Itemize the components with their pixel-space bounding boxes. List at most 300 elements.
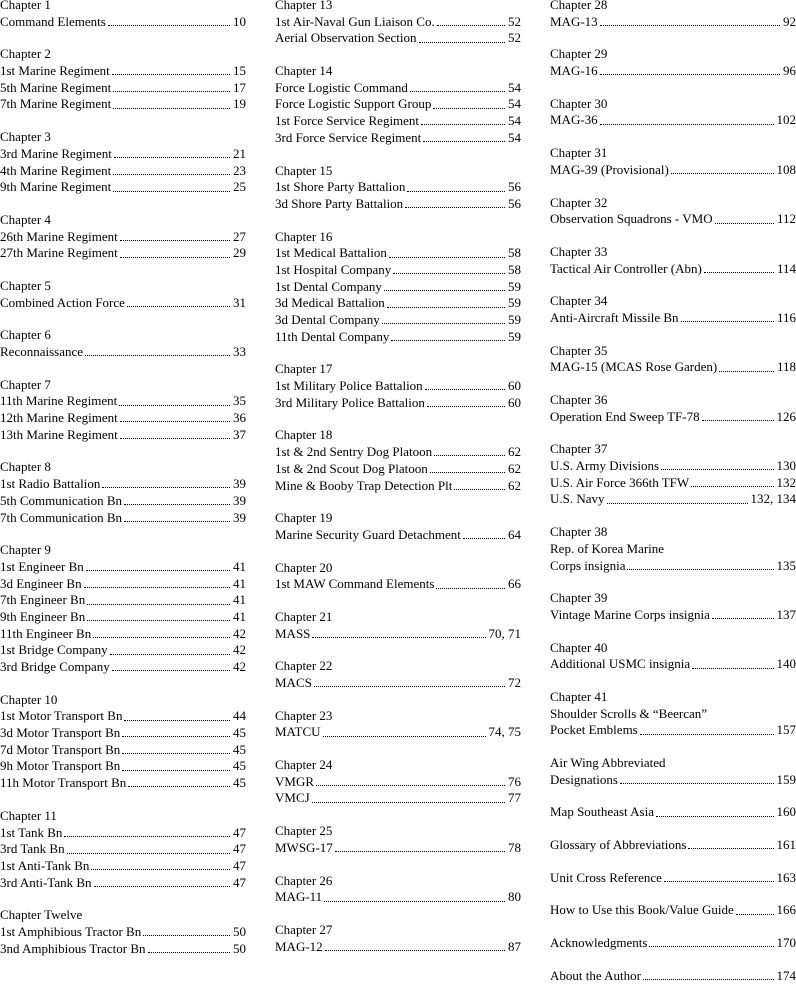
chapter-title: Chapter 5: [0, 278, 246, 295]
toc-entry[interactable]: [0, 659, 246, 676]
dot-leader: [67, 852, 230, 854]
toc-entry[interactable]: [550, 804, 796, 821]
toc-entry[interactable]: [0, 858, 246, 875]
toc-entry[interactable]: [0, 80, 246, 97]
page-number: 54: [505, 113, 521, 130]
toc-entry[interactable]: [275, 774, 521, 791]
chapter-block: [0, 278, 246, 311]
toc-entry[interactable]: [0, 841, 246, 858]
page-number: 45: [230, 725, 246, 742]
page-number: 33: [230, 344, 246, 361]
chapter-block: [275, 708, 521, 741]
chapter-title: Chapter 6: [0, 327, 246, 344]
entry-label: 4th Marine Regiment: [0, 163, 113, 180]
page-number: 19: [230, 96, 246, 113]
entry-label: 11th Marine Regiment: [0, 393, 119, 410]
page-number: 72: [505, 675, 521, 692]
dot-leader: [312, 636, 485, 638]
chapter-title: Air Wing Abbreviated: [550, 755, 796, 772]
toc-entry[interactable]: [550, 458, 796, 475]
entry-label: 13th Marine Regiment: [0, 427, 120, 444]
toc-entry[interactable]: [275, 262, 521, 279]
chapter-title: Chapter 40: [550, 640, 796, 657]
entry-label: Anti-Aircraft Missile Bn: [550, 310, 681, 327]
toc-entry[interactable]: [275, 179, 521, 196]
chapter-title: Chapter 20: [275, 560, 521, 577]
entry-label: Combined Action Force: [0, 295, 127, 312]
chapter-title: Chapter 41: [550, 689, 796, 706]
toc-entry[interactable]: [550, 706, 796, 723]
entry-label: 3d Shore Party Battalion: [275, 196, 405, 213]
toc-entry[interactable]: [550, 902, 796, 919]
chapter-block: [275, 361, 521, 411]
toc-entry[interactable]: [550, 870, 796, 887]
chapter-block: [550, 0, 796, 30]
chapter-title: Chapter 21: [275, 609, 521, 626]
entry-label: MACS: [275, 675, 314, 692]
toc-entry[interactable]: [275, 527, 521, 544]
toc-entry[interactable]: [0, 245, 246, 262]
toc-entry[interactable]: [0, 179, 246, 196]
page-number: 39: [230, 510, 246, 527]
entry-label: 1st Motor Transport Bn: [0, 708, 124, 725]
chapter-block: [0, 327, 246, 360]
chapter-title: Chapter 8: [0, 459, 246, 476]
entry-label: Reconnaissance: [0, 344, 85, 361]
dot-leader: [719, 370, 774, 372]
toc-entry[interactable]: [0, 609, 246, 626]
dot-leader: [393, 272, 505, 274]
dot-leader: [421, 123, 505, 125]
page-number: 76: [505, 774, 521, 791]
entry-label: Aerial Observation Section: [275, 30, 419, 47]
page-number: 44: [230, 708, 246, 725]
dot-leader: [102, 486, 230, 488]
toc-entry[interactable]: [0, 295, 246, 312]
toc-entry[interactable]: [550, 14, 796, 31]
chapter-block: [0, 692, 246, 792]
entry-label: 9th Marine Regiment: [0, 179, 113, 196]
toc-entry[interactable]: [275, 444, 521, 461]
toc-entry[interactable]: [550, 558, 796, 575]
toc-entry[interactable]: [275, 279, 521, 296]
entry-label: 7th Communication Bn: [0, 510, 124, 527]
chapter-title: Chapter 14: [275, 63, 521, 80]
toc-entry[interactable]: [0, 410, 246, 427]
toc-entry[interactable]: [0, 344, 246, 361]
dot-leader: [382, 322, 505, 324]
toc-entry[interactable]: [0, 875, 246, 892]
dot-leader: [620, 782, 774, 784]
chapter-block: [550, 804, 796, 821]
toc-entry[interactable]: [0, 493, 246, 510]
entry-label: Marine Security Guard Detachment: [275, 527, 463, 544]
page-number: 31: [230, 295, 246, 312]
entry-label: 1st Amphibious Tractor Bn: [0, 924, 143, 941]
chapter-title: Chapter 4: [0, 212, 246, 229]
entry-label: 3rd Anti-Tank Bn: [0, 875, 94, 892]
chapter-block: [550, 441, 796, 508]
page-number: 60: [505, 395, 521, 412]
entry-label: Observation Squadrons - VMO: [550, 211, 715, 228]
entry-label: 3d Medical Battalion: [275, 295, 387, 312]
entry-label: 1st Military Police Battalion: [275, 378, 425, 395]
page-number: 39: [230, 476, 246, 493]
page-number: 41: [230, 576, 246, 593]
toc-entry[interactable]: [0, 14, 246, 31]
page-number: 64: [505, 527, 521, 544]
chapter-block: [275, 427, 521, 494]
page-number: 140: [774, 656, 796, 673]
toc-entry[interactable]: [550, 310, 796, 327]
chapter-title: Chapter 16: [275, 229, 521, 246]
toc-entry[interactable]: [0, 742, 246, 759]
dot-leader: [407, 190, 505, 192]
dot-leader: [93, 636, 230, 638]
chapter-block: [550, 145, 796, 178]
chapter-block: [0, 129, 246, 196]
toc-entry[interactable]: [550, 607, 796, 624]
chapter-block: [550, 46, 796, 79]
toc-entry[interactable]: [550, 409, 796, 426]
chapter-block: [275, 560, 521, 593]
toc-entry[interactable]: [0, 642, 246, 659]
dot-leader: [643, 978, 774, 980]
chapter-title: Chapter 38: [550, 524, 796, 541]
dot-leader: [688, 847, 773, 849]
toc-entry[interactable]: [275, 478, 521, 495]
entry-label: Map Southeast Asia: [550, 804, 656, 821]
page-number: 21: [230, 146, 246, 163]
dot-leader: [112, 669, 230, 671]
dot-leader: [427, 405, 505, 407]
page-number: 52: [505, 14, 521, 31]
toc-entry[interactable]: [550, 261, 796, 278]
toc-entry[interactable]: [275, 378, 521, 395]
page-number: 45: [230, 758, 246, 775]
toc-entry[interactable]: [275, 113, 521, 130]
entry-label: 3rd Marine Regiment: [0, 146, 114, 163]
chapter-block: [550, 902, 796, 919]
chapter-title: Chapter 33: [550, 244, 796, 261]
entry-label: 1st Engineer Bn: [0, 559, 86, 576]
toc-entry[interactable]: [275, 196, 521, 213]
entry-label: Force Logistic Support Group: [275, 96, 433, 113]
entry-label: How to Use this Book/Value Guide: [550, 902, 736, 919]
page-number: 23: [230, 163, 246, 180]
entry-label: Operation End Sweep TF-78: [550, 409, 702, 426]
page-number: 56: [505, 196, 521, 213]
toc-entry[interactable]: [275, 889, 521, 906]
entry-label: 1st Bridge Company: [0, 642, 110, 659]
chapter-title: Chapter 2: [0, 46, 246, 63]
page-number: 47: [230, 875, 246, 892]
entry-label: 5th Marine Regiment: [0, 80, 113, 97]
entry-label: Acknowledgments: [550, 935, 649, 952]
chapter-title: Chapter 13: [275, 0, 521, 14]
page-number: 42: [230, 642, 246, 659]
entry-label: Additional USMC insignia: [550, 656, 692, 673]
page-number: 74, 75: [486, 724, 522, 741]
chapter-title: Chapter 31: [550, 145, 796, 162]
dot-leader: [425, 388, 505, 390]
entry-label: 1st MAW Command Elements: [275, 576, 436, 593]
dot-leader: [600, 24, 780, 26]
toc-entry[interactable]: [550, 359, 796, 376]
toc-entry[interactable]: [0, 775, 246, 792]
page-number: 87: [505, 939, 521, 956]
page-number: 132, 134: [748, 491, 796, 508]
dot-leader: [112, 73, 230, 75]
chapter-title: Chapter 24: [275, 757, 521, 774]
page-number: 54: [505, 96, 521, 113]
chapter-title: Chapter 28: [550, 0, 796, 14]
chapter-block: [550, 96, 796, 129]
dot-leader: [712, 617, 774, 619]
page-number: 54: [505, 80, 521, 97]
toc-entry[interactable]: [275, 329, 521, 346]
page-number: 47: [230, 841, 246, 858]
entry-label: U.S. Navy: [550, 491, 607, 508]
dot-leader: [87, 619, 230, 621]
toc-entry[interactable]: [0, 941, 246, 958]
dot-leader: [324, 900, 505, 902]
toc-entry[interactable]: [275, 790, 521, 807]
toc-entry[interactable]: [550, 837, 796, 854]
chapter-title: Chapter 36: [550, 392, 796, 409]
entry-label: Corps insignia: [550, 558, 627, 575]
toc-entry[interactable]: [275, 724, 521, 741]
entry-label: Pocket Emblems: [550, 722, 640, 739]
toc-entry[interactable]: [275, 80, 521, 97]
toc-entry[interactable]: [275, 96, 521, 113]
page-number: 39: [230, 493, 246, 510]
dot-leader: [325, 949, 505, 951]
chapter-title: Chapter 27: [275, 922, 521, 939]
dot-leader: [124, 503, 230, 505]
entry-label: MATCU: [275, 724, 323, 741]
entry-label: Vintage Marine Corps insignia: [550, 607, 712, 624]
dot-leader: [692, 667, 773, 669]
chapter-block: [550, 590, 796, 623]
toc-entry[interactable]: [0, 725, 246, 742]
toc-entry[interactable]: [0, 393, 246, 410]
dot-leader: [86, 569, 230, 571]
dot-leader: [312, 801, 505, 803]
chapter-title: Chapter 1: [0, 0, 246, 14]
toc-entry[interactable]: [0, 758, 246, 775]
chapter-title: Chapter Twelve: [0, 907, 246, 924]
dot-leader: [127, 305, 230, 307]
page-number: 50: [230, 941, 246, 958]
chapter-title: Chapter 11: [0, 808, 246, 825]
toc-entry[interactable]: [0, 163, 246, 180]
dot-leader: [433, 107, 505, 109]
toc-entry[interactable]: [550, 63, 796, 80]
toc-entry[interactable]: [275, 461, 521, 478]
entry-label: Tactical Air Controller (Abn): [550, 261, 704, 278]
entry-label: Shoulder Scrolls & “Beercan”: [550, 706, 707, 723]
entry-label: 11th Engineer Bn: [0, 626, 93, 643]
entry-label: 5th Communication Bn: [0, 493, 124, 510]
page-number: 116: [774, 310, 796, 327]
entry-label: MAG-36: [550, 112, 600, 129]
toc-entry[interactable]: [275, 675, 521, 692]
page-number: 157: [774, 722, 796, 739]
page-number: 15: [230, 63, 246, 80]
dot-leader: [120, 437, 230, 439]
chapter-block: [0, 0, 246, 30]
entry-label: 11h Motor Transport Bn: [0, 775, 128, 792]
dot-leader: [120, 239, 230, 241]
toc-entry[interactable]: [0, 229, 246, 246]
toc-entry[interactable]: [275, 14, 521, 31]
toc-entry[interactable]: [275, 30, 521, 47]
toc-entry[interactable]: [275, 312, 521, 329]
toc-entry[interactable]: [550, 162, 796, 179]
toc-entry[interactable]: [0, 592, 246, 609]
page-number: 17: [230, 80, 246, 97]
toc-entry[interactable]: [0, 146, 246, 163]
toc-entry[interactable]: [0, 427, 246, 444]
chapter-block: [550, 870, 796, 887]
entry-label: 1st & 2nd Scout Dog Platoon: [275, 461, 430, 478]
toc-entry[interactable]: [550, 112, 796, 129]
chapter-block: [550, 968, 796, 985]
dot-leader: [430, 471, 505, 473]
toc-entry[interactable]: [0, 576, 246, 593]
toc-entry[interactable]: [550, 211, 796, 228]
toc-entry[interactable]: [0, 626, 246, 643]
dot-leader: [122, 735, 230, 737]
toc-entry[interactable]: [550, 968, 796, 985]
dot-leader: [143, 934, 230, 936]
entry-label: 1st Radio Battalion: [0, 476, 102, 493]
dot-leader: [124, 520, 230, 522]
chapter-block: [275, 757, 521, 807]
chapter-block: [0, 808, 246, 891]
chapter-block: [0, 377, 246, 444]
dot-leader: [110, 653, 230, 655]
toc-entry[interactable]: [275, 395, 521, 412]
page-number: 45: [230, 775, 246, 792]
dot-leader: [691, 485, 773, 487]
toc-entry[interactable]: [275, 576, 521, 593]
entry-label: 9h Motor Transport Bn: [0, 758, 122, 775]
dot-leader: [649, 945, 773, 947]
dot-leader: [463, 537, 505, 539]
page-number: 10: [230, 14, 246, 31]
page-number: 78: [505, 840, 521, 857]
toc-entry[interactable]: [0, 476, 246, 493]
toc-entry[interactable]: [275, 245, 521, 262]
toc-entry[interactable]: [550, 722, 796, 739]
toc-entry[interactable]: [0, 924, 246, 941]
toc-entry[interactable]: [0, 96, 246, 113]
toc-entry[interactable]: [275, 130, 521, 147]
page-number: 62: [505, 444, 521, 461]
toc-entry[interactable]: [0, 63, 246, 80]
dot-leader: [94, 885, 230, 887]
toc-entry[interactable]: [550, 935, 796, 952]
toc-entry[interactable]: [275, 626, 521, 643]
page-number: 59: [505, 295, 521, 312]
entry-label: 3nd Amphibious Tractor Bn: [0, 941, 148, 958]
toc-entry[interactable]: [550, 475, 796, 492]
entry-label: MASS: [275, 626, 312, 643]
page-number: 42: [230, 626, 246, 643]
chapter-block: [275, 229, 521, 346]
entry-label: 27th Marine Regiment: [0, 245, 120, 262]
entry-label: U.S. Army Divisions: [550, 458, 661, 475]
entry-label: U.S. Air Force 366th TFW: [550, 475, 691, 492]
page-number: 52: [505, 30, 521, 47]
dot-leader: [640, 733, 774, 735]
page-number: 130: [774, 458, 796, 475]
dot-leader: [114, 156, 230, 158]
chapter-title: Chapter 9: [0, 542, 246, 559]
chapter-title: Chapter 19: [275, 510, 521, 527]
dot-leader: [113, 190, 230, 192]
entry-label: Rep. of Korea Marine: [550, 541, 664, 558]
toc-entry[interactable]: [0, 559, 246, 576]
dot-leader: [387, 306, 505, 308]
toc-entry[interactable]: [550, 491, 796, 508]
dot-leader: [454, 488, 505, 490]
entry-label: Force Logistic Command: [275, 80, 410, 97]
toc-entry[interactable]: [550, 656, 796, 673]
dot-leader: [423, 140, 505, 142]
page-number: 58: [505, 262, 521, 279]
entry-label: 1st Force Service Regiment: [275, 113, 421, 130]
page-number: 60: [505, 378, 521, 395]
chapter-block: [275, 163, 521, 213]
dot-leader: [600, 123, 774, 125]
page-number: 161: [774, 837, 796, 854]
chapter-block: [275, 63, 521, 146]
toc-entry[interactable]: [0, 708, 246, 725]
dot-leader: [119, 404, 230, 406]
page-number: 80: [505, 889, 521, 906]
toc-entry[interactable]: [550, 772, 796, 789]
dot-leader: [113, 173, 230, 175]
dot-leader: [607, 502, 748, 504]
chapter-block: [0, 46, 246, 113]
page-number: 118: [774, 359, 796, 376]
page-number: 102: [774, 112, 796, 129]
dot-leader: [391, 339, 505, 341]
toc-entry[interactable]: [0, 510, 246, 527]
toc-entry[interactable]: [275, 295, 521, 312]
dot-leader: [384, 289, 505, 291]
page-number: 59: [505, 312, 521, 329]
entry-label: 7d Motor Transport Bn: [0, 742, 122, 759]
toc-entry[interactable]: [550, 541, 796, 558]
dot-leader: [681, 320, 774, 322]
dot-leader: [113, 107, 230, 109]
page-number: 174: [774, 968, 796, 985]
dot-leader: [122, 769, 230, 771]
chapter-title: Chapter 29: [550, 46, 796, 63]
toc-entry[interactable]: [0, 825, 246, 842]
page-number: 77: [505, 790, 521, 807]
chapter-title: Chapter 25: [275, 823, 521, 840]
entry-label: Glossary of Abbreviations: [550, 837, 688, 854]
page-number: 29: [230, 245, 246, 262]
toc-entry[interactable]: [275, 840, 521, 857]
chapter-block: [275, 609, 521, 642]
dot-leader: [389, 256, 505, 258]
